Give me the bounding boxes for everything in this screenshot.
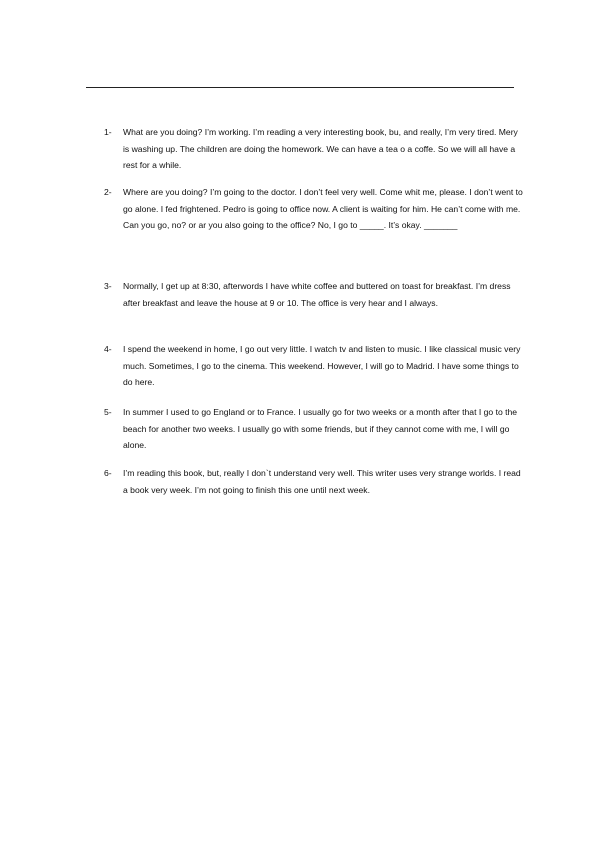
list-item	[104, 124, 524, 174]
top-rule	[86, 87, 514, 88]
item-number: 1-	[104, 127, 112, 137]
item-text: Normally, I get up at 8:30, afterwords I have white coffee and buttered on toast for breakfast. I’m dress after breakfast and leave the house at 9 or 10. The office is very hear and I always.	[123, 281, 511, 308]
item-text: What are you doing? I’m working. I’m reading a very interesting book, bu, and really, I’m very tired. Mery is washing up. The children are doing the homework. We can have a tea o a coffe. So we will all have a rest for a while.	[123, 127, 518, 170]
list-item	[104, 404, 524, 454]
item-number: 6-	[104, 468, 112, 478]
list-item	[104, 465, 524, 498]
item-number: 5-	[104, 407, 112, 417]
item-number: 2-	[104, 187, 112, 197]
list-item	[104, 184, 524, 234]
list-item	[104, 278, 524, 311]
item-text: Where are you doing? I’m going to the doctor. I don’t feel very well. Come whit me, please. I don’t went to go alone. I fed frightened. Pedro is going to office now. A client is waiting for him. He can’t come with me. Can you go, no? or ar you also going to the office? No, I go to _____. It’s okay. _______	[123, 187, 523, 230]
item-text: In summer I used to go England or to France. I usually go for two weeks or a month after that I go to the beach for another two weeks. I usually go with some friends, but if they cannot come with me, I will go alone.	[123, 407, 518, 450]
item-number: 4-	[104, 344, 112, 354]
item-number: 3-	[104, 281, 112, 291]
item-text: I’m reading this book, but, really I don`t understand very well. This writer uses very strange worlds. I read a book very week. I’m not going to finish this one until next week.	[123, 468, 521, 495]
item-text: I spend the weekend in home, I go out very little. I watch tv and listen to music. I like classical music very much. Sometimes, I go to the cinema. This weekend. However, I will go to Madrid. I have some things to do here.	[123, 344, 521, 387]
list-item	[104, 341, 524, 391]
